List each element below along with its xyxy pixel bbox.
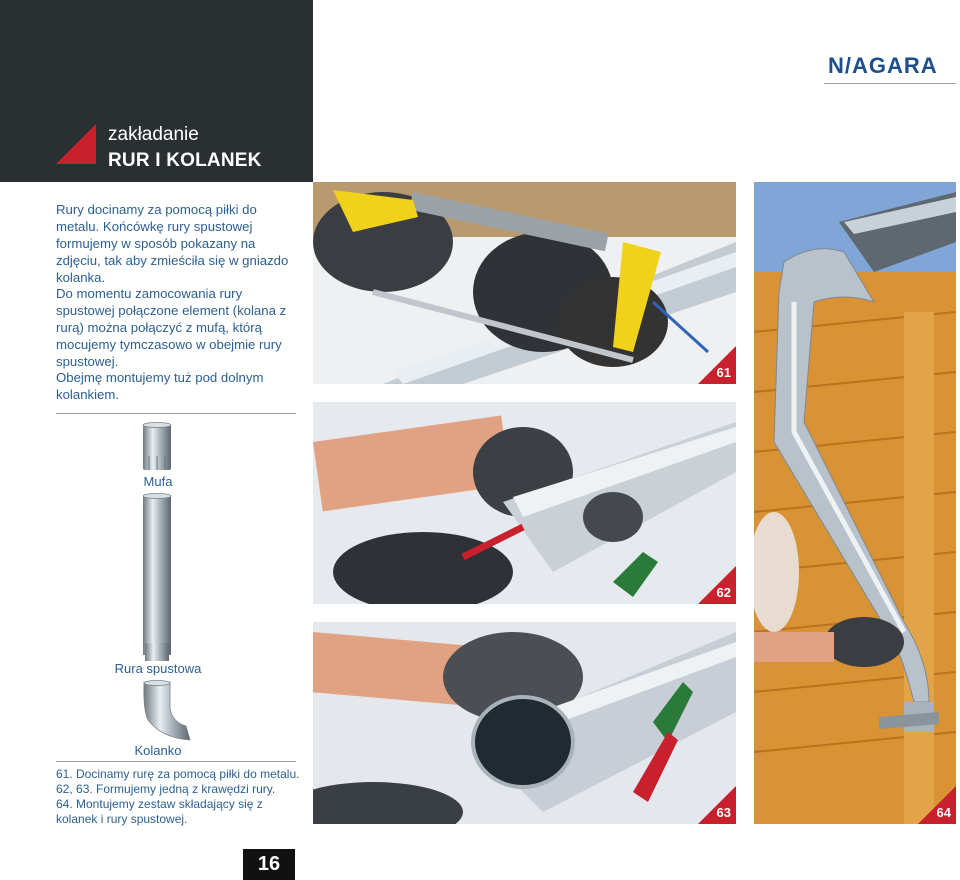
paragraph-mounting: Do momentu zamocowania rury spustowej połączone element (kolana z rurą) można połączyć z mufą, którą mocujemy tymczasowo w obejmie rury spustowej.	[56, 286, 287, 369]
coupling-icon	[140, 422, 174, 474]
product-label-rura: Rura spustowa	[114, 661, 202, 676]
paragraph-cutting: Rury docinamy za pomocą piłki do metalu. Końcówkę rury spustowej formujemy w sposób pokazany na zdjęciu, tak aby zmieściła się w gniazdo kolanka.	[56, 202, 289, 285]
page-number: 16	[243, 849, 295, 880]
section-title: RUR I KOLANEK	[108, 150, 262, 171]
logo-underline	[824, 83, 956, 84]
product-label-kolanko: Kolanko	[134, 743, 182, 758]
photo-62	[313, 402, 736, 604]
downpipe-icon	[140, 493, 174, 663]
elbow-icon	[140, 678, 194, 744]
section-subtitle: zakładanie	[108, 124, 199, 145]
divider	[56, 761, 296, 762]
header-triangle-icon	[56, 124, 96, 164]
caption-61: 61. Docinamy rurę za pomocą piłki do metalu.	[56, 767, 300, 781]
photo-number: 63	[716, 805, 731, 820]
paragraph-bracket: Obejmę montujemy tuż pod dolnym kolankiem.	[56, 370, 264, 402]
photo-63	[313, 622, 736, 824]
photo-number: 64	[936, 805, 951, 820]
product-label-mufa: Mufa	[143, 474, 173, 489]
photo-64	[754, 182, 956, 824]
divider	[56, 413, 296, 414]
photo-61	[313, 182, 736, 384]
photo-number: 61	[716, 365, 731, 380]
caption-64: 64. Montujemy zestaw składający się z kolanek i rury spustowej.	[56, 797, 263, 826]
caption-62-63: 62, 63. Formujemy jedną z krawędzi rury.	[56, 782, 276, 796]
brand-logo: N/AGARA	[828, 53, 938, 78]
photo-number: 62	[716, 585, 731, 600]
